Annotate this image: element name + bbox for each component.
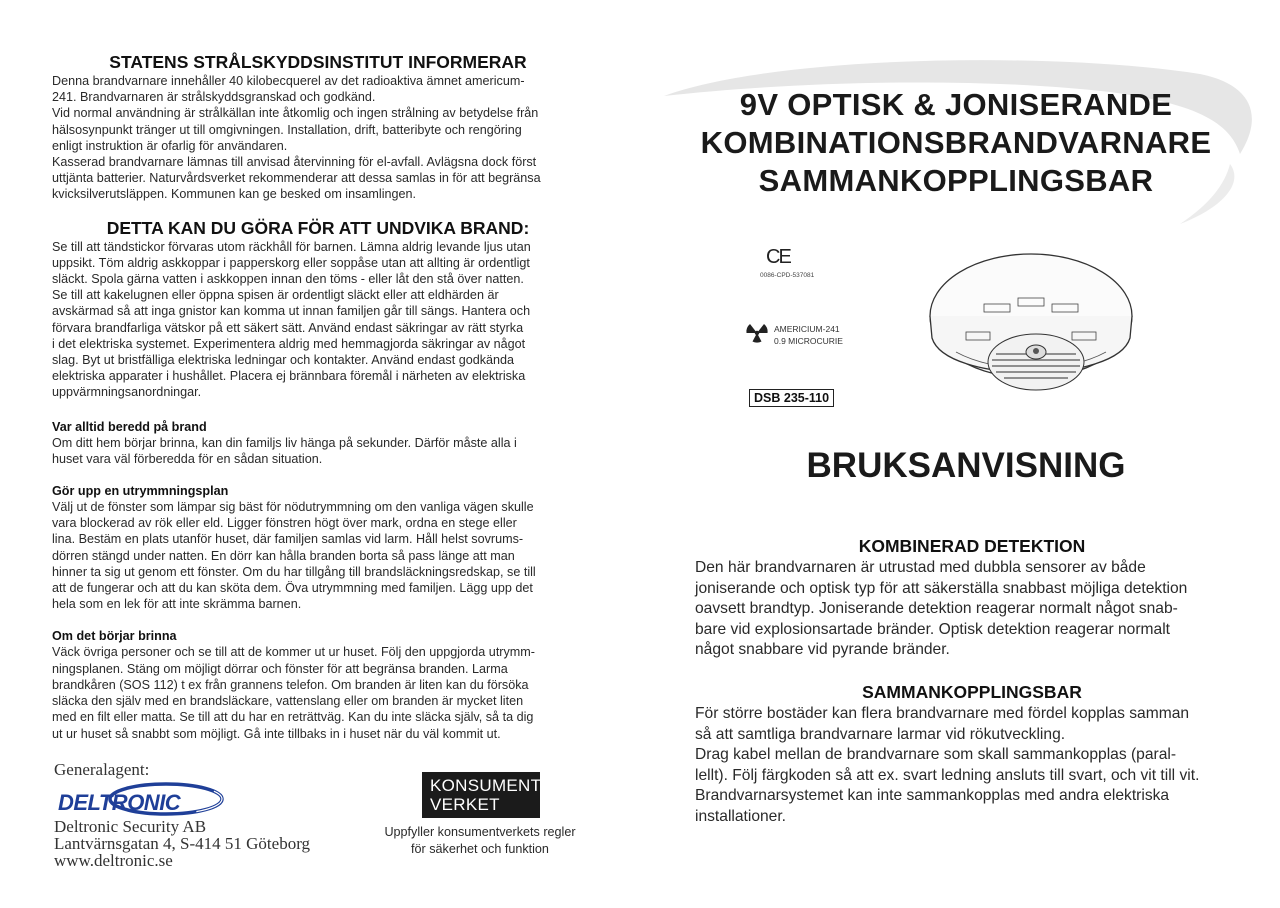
be-prepared-text: Om ditt hem börjar brinna, kan din familjs liv hänga på sekunder. Därför måste alla i huset vara väl förberedda för en sådan situation. bbox=[52, 435, 517, 466]
deltronic-logo bbox=[54, 780, 224, 820]
americium-line1: AMERICIUM-241 bbox=[774, 324, 840, 334]
radiation-icon bbox=[744, 321, 770, 348]
ce-mark: CE bbox=[766, 246, 790, 268]
konsument-logo-line2: VERKET bbox=[430, 795, 500, 814]
americium-line2: 0.9 MICROCURIE bbox=[774, 336, 843, 346]
ce-code: 0086-CPD-537081 bbox=[760, 272, 815, 279]
agent-website: www.deltronic.se bbox=[54, 851, 173, 870]
interconnect-text: För större bostäder kan flera brandvarnare med fördel kopplas samman så att samtliga brandvarnare larmar vid rökutveckling. Drag kabel mellan de brandvarnare som skall sammankopplas (paral- lellt). Följ färgkoden så att ex. svart ledning ansluts till svart, och vit till vit. Brandvarnarsystemet kan inte sammankopplas med andra elektriska installationer. bbox=[695, 705, 1200, 825]
if-fire-heading: Om det börjar brinna bbox=[52, 629, 177, 644]
product-title-line3: SAMMANKOPPLINGSBAR bbox=[758, 163, 1154, 198]
agent-company: Deltronic Security AB bbox=[54, 817, 207, 836]
combined-detection-heading: KOMBINERAD DETEKTION bbox=[858, 536, 1086, 556]
radiation-info-heading: STATENS STRÅLSKYDDSINSTITUT INFORMERAR bbox=[109, 52, 527, 72]
interconnect-heading: SAMMANKOPPLINGSBAR bbox=[862, 682, 1082, 702]
konsument-logo-line1: KONSUMENT bbox=[430, 776, 542, 795]
manual-title: BRUKSANVISNING bbox=[806, 446, 1126, 485]
escape-plan-text: Välj ut de fönster som lämpar sig bäst för nödutrymmning om den vanliga vägen skulle vara blockerad av rök eller eld. Ligger fönstren högt över mark, ordna en stege eller lina. Bestäm en plats utanför huset, där familjen samlas vid larm. Håll helst sovrums- dörren stängd under natten. En dörr kan hålla branden borta så pass länge att man hinner ta sig ut genom ett fönster. Om du har tillgång till brandsläckningsredskap, se till att de fungerar och att du kan sköta dem. Öva utrymmning med familjen. Lägg upp det hela som en lek för att inte skrämma barnen. bbox=[52, 500, 536, 612]
konsument-caption: Uppfyller konsumentverkets regler för säkerhet och funktion bbox=[384, 825, 576, 856]
model-number: DSB 235-110 bbox=[749, 389, 834, 407]
fire-prevention-heading: DETTA KAN DU GÖRA FÖR ATT UNDVIKA BRAND: bbox=[106, 217, 530, 238]
fire-prevention-text: Se till att tändstickor förvaras utom räckhåll för barnen. Lämna aldrig levande ljus utan uppsikt. Töm aldrig askkoppar i papperskorg eller soppåse utan att allting är ordentligt släckt. Spola gärna vatten i askkoppen innan den töms - eller låt den stå över natten. Se till att kakelugnen eller öppna spisen är ordentligt släckt eller att eldhärden är avskärmad så att inga gnistor kan komma ut innan familjen går till sängs. Hantera och förvara brandfarliga vätskor på ett säkert sätt. Använd endast säkringar av rätt styrka i det elektriska systemet. Experimentera aldrig med hemmagjorda säkringar av något slag. Byt ut bristfälliga elektriska ledningar och kontakter. Använd endast godkända elektriska apparater i hushållet. Placera ej brännbara föremål i närheten av elektriska uppvärmningsanordningar. bbox=[52, 239, 531, 400]
escape-plan-heading: Gör upp en utrymmningsplan bbox=[52, 484, 229, 499]
konsumentverket-logo bbox=[422, 772, 540, 818]
agent-address: Lantvärnsgatan 4, S-414 51 Göteborg bbox=[54, 834, 311, 853]
general-agent-label: Generalagent: bbox=[54, 760, 150, 779]
if-fire-text: Väck övriga personer och se till att de kommer ut ur huset. Följ den uppgjorda utrymm- ningsplanen. Stäng om möjligt dörrar och fönster för att begränsa branden. Larma brandkåren (SOS 112) t ex från grannens telefon. Om branden är liten kan du försöka släcka den själv med en brandsläckare, vattenslang eller om branden är mycket liten med en filt eller matta. Se till att du har en reträttväg. Kan du inte släcka själv, så ta dig ut ur huset så snabbt som möjligt. Gå inte tillbaks in i huset när du väl kommit ut. bbox=[52, 645, 535, 741]
radiation-info-text: Denna brandvarnare innehåller 40 kilobecquerel av det radioaktiva ämnet americum- 241. Brandvarnaren är strålskyddsgranskad och godkänd. Vid normal användning är strålkällan inte åtkomlig och ingen strålning av betydelse från hälsosynpunkt tränger ut till omgivningen. Installation, drift, batteribyte och rengöring enligt instruktion är ofarlig för användaren. Kasserad brandvarnare lämnas till anvisad återvinning för el-avfall. Avlägsna dock först uttjänta batterier. Naturvårdsverket rekommenderar att dessa samlas in för att begränsa kvicksilverutsläppen. Kommunen kan ge besked om insamlingen. bbox=[52, 74, 541, 202]
smoke-detector-illustration bbox=[926, 234, 1136, 417]
combined-detection-text: Den här brandvarnaren är utrustad med dubbla sensorer av både joniserande och optisk typ för att säkerställa snabbast möjliga detektion oavsett brandtyp. Joniserande detektion reagerar normalt något snab- bare vid explosionsartade bränder. Optisk detektion reagerar normalt något snabbare vid pyrande bränder. bbox=[695, 559, 1188, 659]
be-prepared-heading: Var alltid beredd på brand bbox=[52, 419, 207, 434]
product-title-line2: KOMBINATIONSBRANDVARNARE bbox=[700, 125, 1212, 160]
product-title-line1: 9V OPTISK & JONISERANDE bbox=[739, 87, 1173, 122]
deltronic-logo-text: DELTRONIC bbox=[58, 790, 181, 815]
left-column bbox=[52, 52, 584, 742]
